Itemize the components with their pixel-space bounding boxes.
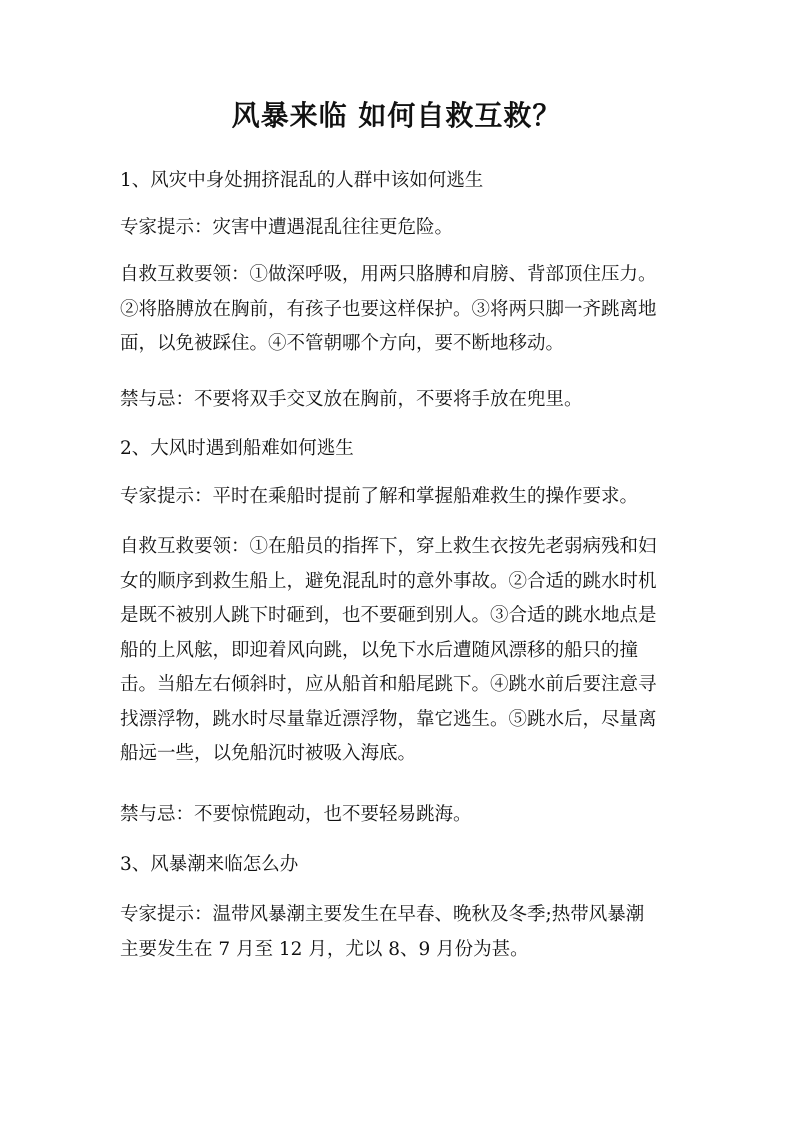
section-1-taboo xyxy=(120,383,680,418)
expert-tip-text: 专家提示：灾害中遭遇混乱往往更危险。 xyxy=(120,217,454,238)
paragraph-line: 面，以免被踩住。④不管朝哪个方向，要不断地移动。 xyxy=(120,333,565,354)
paragraph-line: 自救互救要领：①在船员的指挥下，穿上救生衣按先老弱病残和妇 xyxy=(120,536,657,557)
section-heading-text: 1、风灾中身处拥挤混乱的人群中该如何逃生 xyxy=(120,170,484,191)
paragraph-line: 船远一些，以免船沉时被吸入海底。 xyxy=(120,743,417,764)
document-title: 风暴来临 如何自救互救？ xyxy=(231,99,562,132)
section-1-rescue-points xyxy=(120,258,680,362)
section-heading-text: 3、风暴潮来临怎么办 xyxy=(120,854,299,875)
paragraph-line: 是既不被别人跳下时砸到，也不要砸到别人。③合适的跳水地点是 xyxy=(120,605,657,626)
paragraph-line: 自救互救要领：①做深呼吸，用两只胳膊和肩膀、背部顶住压力。 xyxy=(120,264,657,285)
expert-tip-text: 专家提示：平时在乘船时提前了解和掌握船难救生的操作要求。 xyxy=(120,486,639,507)
paragraph-line: 船的上风舷，即迎着风向跳，以免下水后遭随风漂移的船只的撞 xyxy=(120,639,639,661)
paragraph-line: ②将胳膊放在胸前，有孩子也要这样保护。③将两只脚一齐跳离地 xyxy=(120,298,657,320)
section-2-taboo xyxy=(120,798,680,833)
section-2-expert-tip xyxy=(120,480,680,515)
section-3-expert-tip xyxy=(120,898,680,967)
section-heading-text: 2、大风时遇到船难如何逃生 xyxy=(120,438,354,459)
paragraph-line: 找漂浮物，跳水时尽量靠近漂浮物，靠它逃生。⑤跳水后，尽量离 xyxy=(120,708,657,730)
taboo-text: 禁与忌：不要惊慌跑动，也不要轻易跳海。 xyxy=(120,804,472,825)
paragraph-line: 专家提示：温带风暴潮主要发生在早春、晚秋及冬季;热带风暴潮 xyxy=(120,904,645,925)
section-1-expert-tip xyxy=(120,211,680,246)
taboo-text: 禁与忌：不要将双手交叉放在胸前，不要将手放在兜里。 xyxy=(120,389,583,410)
section-3-heading xyxy=(120,848,680,883)
paragraph-line: 主要发生在 7 月至 12 月，尤以 8、9 月份为甚。 xyxy=(120,938,529,960)
section-2-rescue-points xyxy=(120,530,680,772)
paragraph-line: 女的顺序到救生船上，避免混乱时的意外事故。②合适的跳水时机 xyxy=(120,570,657,592)
section-2-heading xyxy=(120,432,680,467)
section-1-heading xyxy=(120,164,680,199)
paragraph-line: 击。当船左右倾斜时，应从船首和船尾跳下。④跳水前后要注意寻 xyxy=(120,674,657,695)
